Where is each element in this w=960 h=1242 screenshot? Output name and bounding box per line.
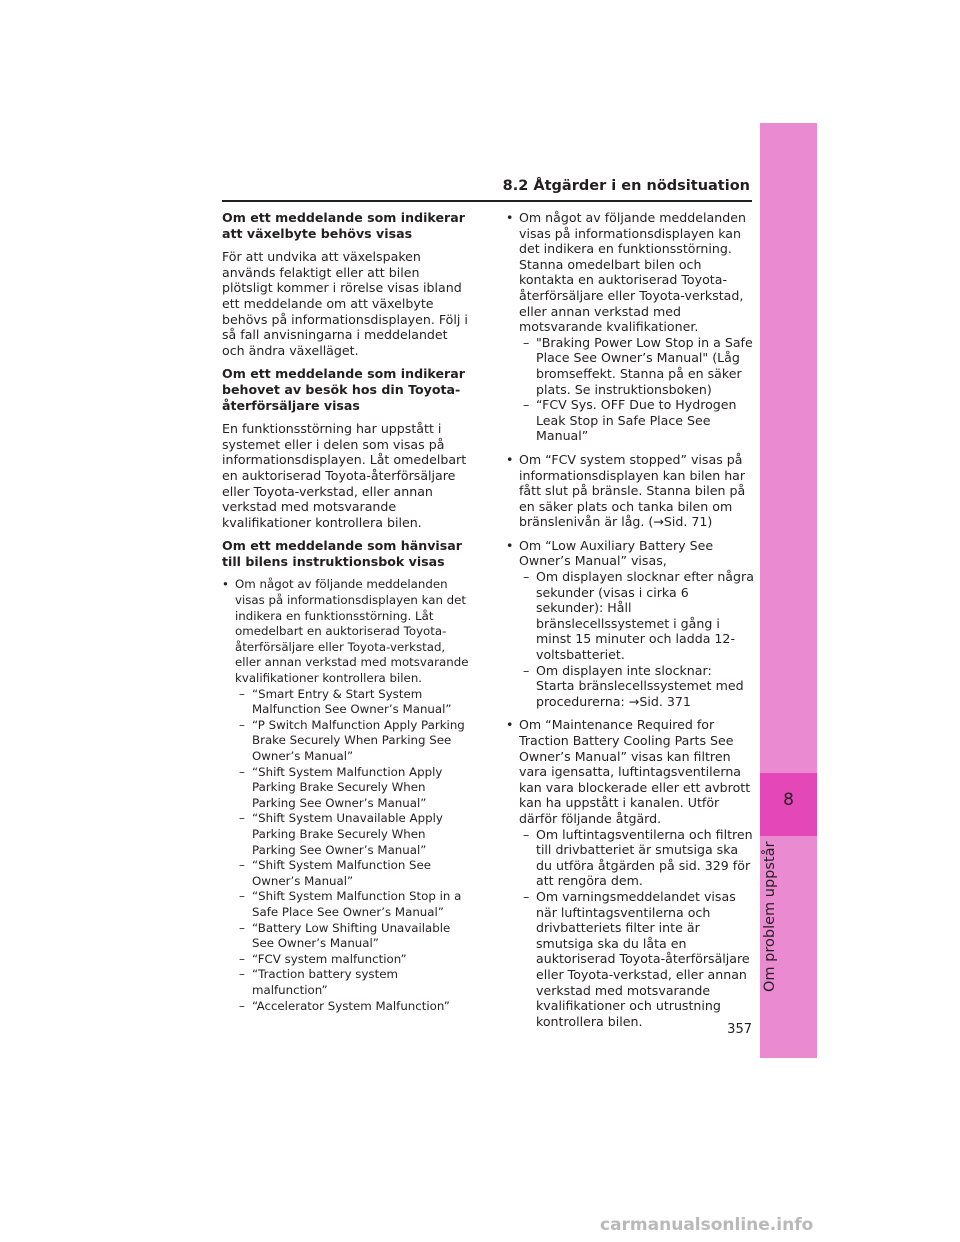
bullet-text: Om “FCV system stopped” visas på informationsdisplayen kan bilen har fått slut på bränsle. Stanna bilen på en säker plats och tanka bilen om bränslenivån är låg. (→Sid. 71) [519,451,746,530]
list-item: – “Shift System Malfunction See Owner’s Manual” [239,858,432,888]
section-heading-gear-change: Om ett meddelande som indikerar att växelbyte behövs visas [222,210,465,241]
dash-mark: – [239,717,245,732]
dash-mark: – [239,764,245,779]
dash-mark: – [239,951,245,966]
bullet-item [506,717,754,1029]
list-item: – Om displayen inte slocknar: Starta bränslecellssystemet med procedurerna: →Sid. 371 [523,662,744,709]
message-list [239,687,472,1014]
list-item: – Om luftintagsventilerna och filtren till drivbatteriet är smutsiga ska du utföra åtgärden på sid. 329 för att rengöra dem. [523,826,753,889]
list-item: – “Shift System Unavailable Apply Parking Brake Securely When Parking See Owner’s Manual” [239,811,443,857]
bullet-text: Om “Low Auxiliary Battery See Owner’s Manual” visas, [519,537,714,569]
list-item: – Om varningsmeddelandet visas när luftintagsventilerna och drivbatteriets filter inte är smutsiga ska du låta en auktoriserad Toyota-återförsäljare eller Toyota-verkstad, eller annan verkstad med motsvarande kvalifikationer och utrustning kontrollera bilen. [523,888,750,1029]
chapter-number: 8 [783,790,794,810]
chapter-label: Om problem uppstår [762,841,778,992]
dash-mark: – [239,811,245,826]
message-list [523,335,754,444]
dash-mark: – [239,920,245,935]
bullet-item [506,210,754,444]
paragraph-dealer-visit: En funktionsstörning har uppstått i systemet eller i delen som visas på informationsdisplayen. Låt omedelbart en auktoriserad Toyota-återförsäljare eller Toyota-verkstad, eller annan verkstad med motsvarande kvalifikationer kontrollera bilen. [222,421,467,530]
list-item: – “P Switch Malfunction Apply Parking Brake Securely When Parking See Owner’s Manual” [239,717,465,763]
list-item: – “Traction battery system malfunction” [239,967,398,997]
dash-mark: – [239,686,245,701]
bullet-text: Om “Maintenance Required for Traction Battery Cooling Parts See Owner’s Manual” visas kan filtren vara igensatta, luftintagsventilerna kan vara blockerade eller ett avbrott kan ha uppstått i kanalen. Utför därför följande åtgärd. [519,717,751,826]
dash-mark: – [523,826,530,842]
list-item: – “Shift System Malfunction Apply Parking Brake Securely When Parking See Owner’s Manual” [239,764,443,810]
list-item: – “Accelerator System Malfunction” [239,998,450,1013]
bullet-mark: • [222,577,229,592]
list-item: – Om displayen slocknar efter några sekunder (visas i cirka 6 sekunder): Håll bränslecellssystemet i gång i minst 15 minuter och ladda 12-voltsbatteriet. [523,569,754,663]
section-heading-owners-manual: Om ett meddelande som hänvisar till bilens instruktionsbok visas [222,538,462,569]
dash-mark: – [239,889,245,904]
bullet-mark: • [506,451,514,467]
dash-mark: – [523,397,530,413]
list-item: – “FCV Sys. OFF Due to Hydrogen Leak Stop in Safe Place See Manual” [523,397,737,444]
section-heading-dealer-visit: Om ett meddelande som indikerar behovet av besök hos din Toyota-återförsäljare visas [222,366,465,413]
watermark: carmanualsonline.info [600,1215,814,1235]
dash-mark: – [523,569,530,585]
bullet-mark: • [506,210,514,225]
bullet-mark: • [506,717,514,733]
instruction-list [523,827,754,1030]
dash-mark: – [239,858,245,873]
bullet-item [506,452,754,530]
list-item: – "Braking Power Low Stop in a Safe Place See Owner’s Manual" (Låg bromseffekt. Stanna på en säker plats. Se instruktionsboken) [523,334,753,397]
bullet-mark: • [506,537,514,553]
dash-mark: – [523,888,530,904]
bullet-text: Om något av följande meddelanden visas på informationsdisplayen kan det indikera en funktionsstörning. Låt omedelbart en auktoriserad Toyota-återförsäljare eller Toyota-verkstad, eller annan verkstad med motsvarande kvalifikationer kontrollera bilen. [235,577,469,686]
page-number: 357 [727,1022,752,1037]
list-item: – “Battery Low Shifting Unavailable See Owner’s Manual” [239,920,451,951]
list-item: – “Shift System Malfunction Stop in a Safe Place See Owner’s Manual” [239,889,462,919]
bullet-text: Om något av följande meddelanden visas på informationsdisplayen kan det indikera en funktionsstörning. Stanna omedelbart bilen och kontakta en auktoriserad Toyota-återförsäljare eller Toyota-verkstad, eller annan verkstad med motsvarande kvalifikationer. [519,210,746,335]
list-item: – “Smart Entry & Start System Malfunction See Owner’s Manual” [239,686,452,717]
list-item: – “FCV system malfunction” [239,951,407,966]
instruction-list [523,569,754,709]
bullet-item [222,577,472,1014]
dash-mark: – [239,998,245,1013]
dash-mark: – [239,967,245,982]
dash-mark: – [523,662,530,678]
dash-mark: – [523,334,530,350]
left-column [222,210,472,1022]
paragraph-gear-change: För att undvika att växelspaken används felaktigt eller att bilen plötsligt kommer i rörelse visas ibland ett meddelande om att växelbyte behövs på informationsdisplayen. Följ i så fall anvisningarna i meddelandet och ändra växelläget. [222,249,468,358]
section-header-title: 8.2 Åtgärder i en nödsituation [502,178,750,194]
bullet-item [506,538,754,710]
right-column [506,210,754,1037]
header-rule [222,200,752,202]
